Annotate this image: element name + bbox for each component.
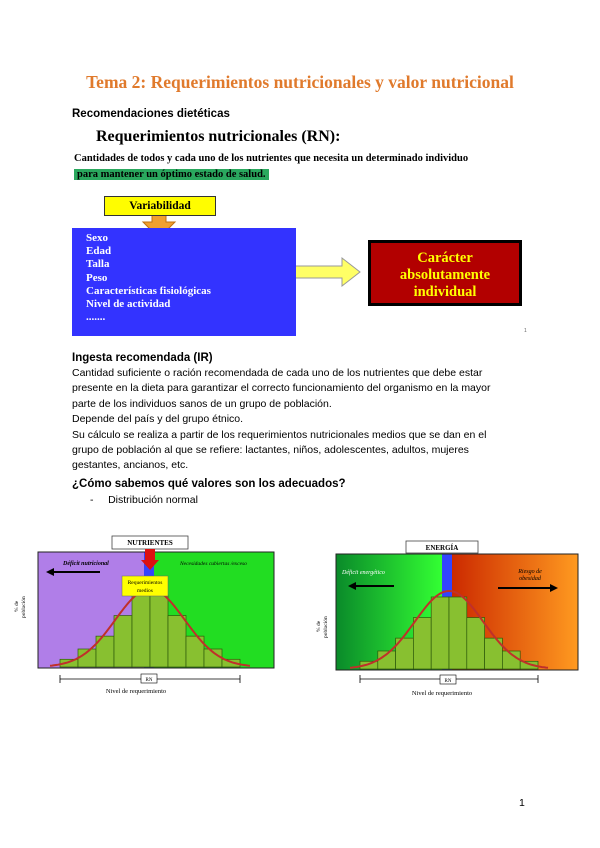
ir-paragraph <box>72 366 532 474</box>
result-line2: absolutamente <box>399 267 491 283</box>
slide-number: 1 <box>524 328 527 334</box>
histogram-bar <box>132 595 150 667</box>
ylabel-line1: % de <box>316 620 322 632</box>
factor-item: Edad <box>86 245 112 258</box>
bullet-item <box>90 494 198 506</box>
rn-label: RN <box>145 678 153 683</box>
ir-line: Su cálculo se realiza a partir de los requerimientos nutricionales medios que se dan en el <box>72 428 487 441</box>
center-label-line2: medios <box>137 588 153 594</box>
ylabel-line1: % de <box>14 600 20 612</box>
variability-label: Variabilidad <box>104 196 216 216</box>
factor-item: Talla <box>86 258 110 271</box>
result-line3: individual <box>413 284 477 300</box>
ylabel-line2: población <box>323 616 329 638</box>
ir-line: presente en la dieta para garantizar el correcto funcionamiento del organismo en la mayor <box>72 382 491 395</box>
rn-label: RN <box>444 679 452 684</box>
nutrients-figure <box>8 534 290 700</box>
histogram-bar <box>449 597 467 669</box>
individual-character-box <box>368 240 522 306</box>
histogram-bar <box>467 618 485 669</box>
ir-heading: Ingesta recomendada (IR) <box>72 352 213 364</box>
slide-title: Requerimientos nutricionales (RN): <box>96 128 341 145</box>
histogram-bar <box>413 618 431 669</box>
histogram-bar <box>150 595 168 667</box>
ir-line: grupo de población al que se refiere: lactantes, niños, adolescentes, adultos, mujeres <box>72 444 469 457</box>
right-label-line1: Riesgo de <box>518 569 542 575</box>
figure-header: NUTRIENTES <box>127 539 173 547</box>
histogram-bar <box>114 616 132 667</box>
ir-line: Cantidad suficiente o ración recomendada de cada uno de los nutrientes que debe estar <box>72 367 483 379</box>
right-arrow-icon <box>288 258 360 286</box>
factor-item: Peso <box>86 271 108 284</box>
histogram-bar <box>168 616 186 667</box>
figure-header: ENERGÍA <box>425 544 459 552</box>
left-label: Déficit energético <box>342 570 385 576</box>
factor-item: Sexo <box>86 232 108 244</box>
xlabel: Nivel de requerimiento <box>411 690 473 697</box>
slide-definition-line2: para mantener un óptimo estado de salud. <box>74 169 269 180</box>
ir-line: gestantes, ancianos, etc. <box>72 459 189 472</box>
slide-definition-line1: Cantidades de todos y cada uno de los nutrientes que necesita un determinado individuo <box>74 153 469 164</box>
right-label-line2: obesidad <box>519 576 541 582</box>
xlabel: Nivel de requerimiento <box>105 688 167 695</box>
factor-item: Nivel de actividad <box>86 298 171 311</box>
center-label-line1: Requerimientos <box>127 580 163 586</box>
question-heading: ¿Cómo sabemos qué valores son los adecuados? <box>72 478 346 490</box>
histogram-bar <box>431 597 449 669</box>
document-title: Tema 2: Requerimientos nutricionales y valor nutricional <box>86 72 514 92</box>
ir-line: parte de los individuos sanos de un grupo de población. <box>72 397 332 410</box>
bullet-text: Distribución normal <box>108 494 198 506</box>
result-line1: Carácter <box>417 250 473 266</box>
page-number: 1 <box>519 797 525 809</box>
left-label: Déficit nutricional <box>63 561 109 567</box>
ylabel-line2: población <box>21 596 27 618</box>
factors-list <box>86 232 211 324</box>
rn-slide <box>72 124 532 338</box>
section-heading: Recomendaciones dietéticas <box>72 108 230 120</box>
bullet-dash: - <box>90 494 94 506</box>
right-label: Necesidades cubiertas /exceso <box>180 561 247 567</box>
energy-figure <box>312 538 586 702</box>
factor-item: ....... <box>86 311 106 324</box>
ir-line: Depende del país y del grupo étnico. <box>72 413 244 426</box>
factor-item: Características fisiológicas <box>86 284 211 297</box>
